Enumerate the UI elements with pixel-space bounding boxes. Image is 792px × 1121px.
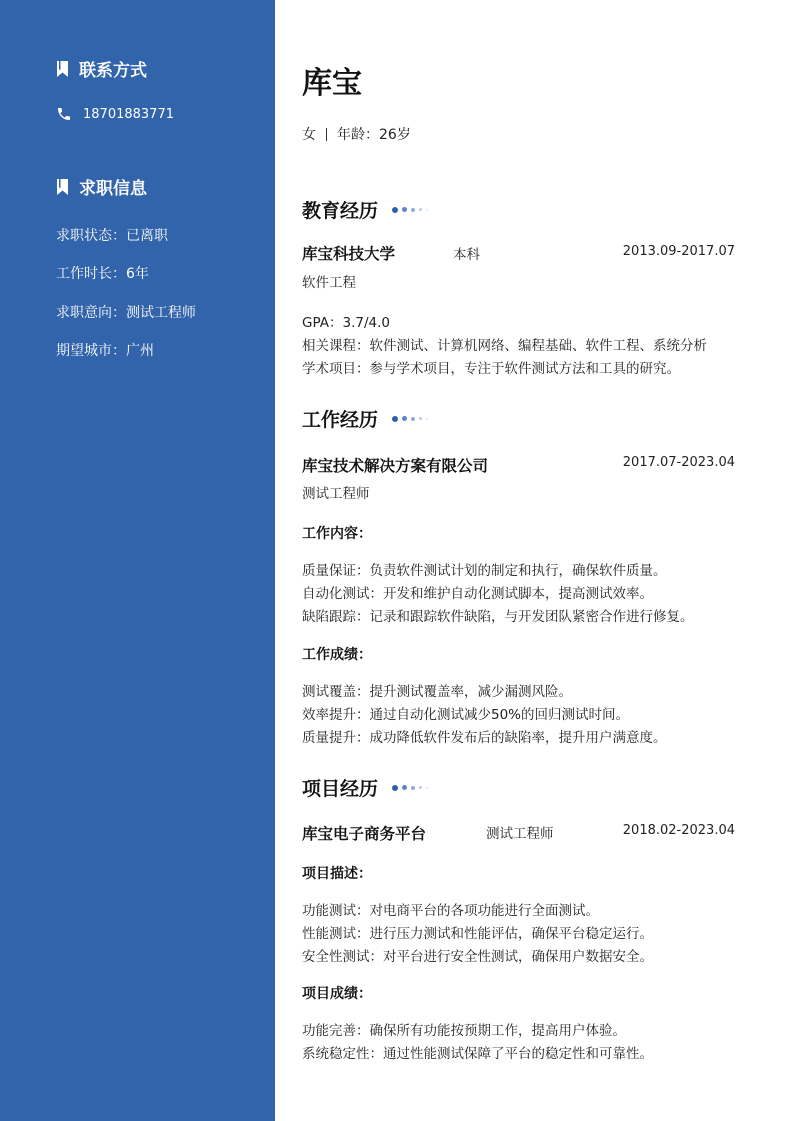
work-achievement-title: 工作成绩： bbox=[302, 647, 372, 663]
work-duration bbox=[56, 263, 149, 283]
work-section-title bbox=[302, 405, 432, 432]
academic-projects: 学术项目：参与学术项目，专注于软件测试方法和工具的研究。 bbox=[302, 361, 680, 377]
dots-icon bbox=[392, 416, 432, 422]
work-duration-label: 工作时长： bbox=[56, 266, 126, 282]
project-title-text: 项目经历 bbox=[302, 778, 379, 800]
divider bbox=[326, 128, 327, 141]
education-section-title bbox=[302, 196, 432, 223]
job-status bbox=[56, 225, 168, 245]
contact-title-text: 联系方式 bbox=[79, 61, 147, 81]
basic-info bbox=[302, 124, 411, 144]
sidebar bbox=[0, 0, 275, 1121]
bookmark-icon bbox=[56, 179, 69, 195]
work-achievement-item: 质量提升：成功降低软件发布后的缺陷率，提升用户满意度。 bbox=[302, 730, 667, 746]
work-duration-value: 6年 bbox=[126, 266, 149, 282]
job-title-text: 求职信息 bbox=[79, 179, 147, 199]
job-intention-label: 求职意向： bbox=[56, 305, 126, 321]
project-desc-title: 项目描述： bbox=[302, 866, 372, 882]
project-name: 库宝电子商务平台 bbox=[302, 825, 427, 843]
dots-icon bbox=[392, 785, 432, 791]
job-intention bbox=[56, 302, 196, 322]
job-section-title bbox=[56, 174, 147, 199]
gender: 女 bbox=[302, 127, 316, 143]
bookmark-icon bbox=[56, 61, 69, 77]
school-name: 库宝科技大学 bbox=[302, 245, 396, 263]
degree: 本科 bbox=[453, 247, 480, 263]
courses: 相关课程：软件测试、计算机网络、编程基础、软件工程、系统分析 bbox=[302, 338, 707, 354]
gpa: GPA：3.7/4.0 bbox=[302, 315, 390, 331]
education-period: 2013.09-2017.07 bbox=[622, 244, 735, 259]
work-title-text: 工作经历 bbox=[302, 409, 379, 431]
age: 年龄：26岁 bbox=[337, 127, 411, 143]
job-intention-value: 测试工程师 bbox=[126, 305, 196, 321]
education-title-text: 教育经历 bbox=[302, 200, 379, 222]
phone-row bbox=[56, 106, 174, 122]
major: 软件工程 bbox=[302, 275, 356, 291]
project-desc-item: 功能测试：对电商平台的各项功能进行全面测试。 bbox=[302, 903, 599, 919]
expected-city-value: 广州 bbox=[126, 343, 154, 359]
job-status-label: 求职状态： bbox=[56, 228, 126, 244]
dots-icon bbox=[392, 207, 432, 213]
work-achievement-item: 效率提升：通过自动化测试减少50%的回归测试时间。 bbox=[302, 707, 630, 723]
work-content-item: 质量保证：负责软件测试计划的制定和执行，确保软件质量。 bbox=[302, 563, 667, 579]
project-desc-item: 性能测试：进行压力测试和性能评估，确保平台稳定运行。 bbox=[302, 926, 653, 942]
company-name: 库宝技术解决方案有限公司 bbox=[302, 457, 489, 475]
work-achievement-item: 测试覆盖：提升测试覆盖率，减少漏测风险。 bbox=[302, 684, 572, 700]
project-role: 测试工程师 bbox=[486, 826, 554, 842]
job-status-value: 已离职 bbox=[126, 228, 168, 244]
work-content-item: 自动化测试：开发和维护自动化测试脚本，提高测试效率。 bbox=[302, 586, 653, 602]
contact-section-title bbox=[56, 56, 147, 81]
project-result-item: 系统稳定性：通过性能测试保障了平台的稳定性和可靠性。 bbox=[302, 1046, 653, 1062]
phone-icon bbox=[56, 106, 72, 122]
project-result-item: 功能完善：确保所有功能按预期工作，提高用户体验。 bbox=[302, 1023, 626, 1039]
work-content-title: 工作内容： bbox=[302, 526, 372, 542]
work-role: 测试工程师 bbox=[302, 486, 370, 502]
project-section-title bbox=[302, 774, 432, 801]
expected-city-label: 期望城市： bbox=[56, 343, 126, 359]
phone-number: 18701883771 bbox=[83, 106, 174, 122]
candidate-name: 库宝 bbox=[302, 66, 362, 101]
project-desc-item: 安全性测试：对平台进行安全性测试，确保用户数据安全。 bbox=[302, 949, 653, 965]
project-period: 2018.02-2023.04 bbox=[622, 823, 735, 838]
work-content-item: 缺陷跟踪：记录和跟踪软件缺陷，与开发团队紧密合作进行修复。 bbox=[302, 609, 694, 625]
work-period: 2017.07-2023.04 bbox=[622, 455, 735, 470]
expected-city bbox=[56, 340, 154, 360]
project-result-title: 项目成绩： bbox=[302, 986, 372, 1002]
